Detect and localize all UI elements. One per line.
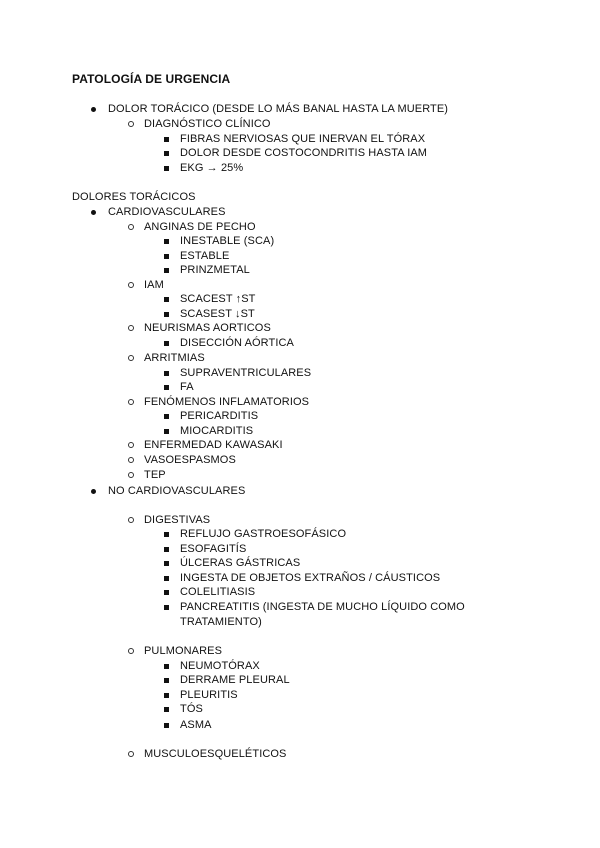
bullet-square	[161, 688, 171, 702]
bullet-circle	[126, 747, 136, 761]
list-item: FENÓMENOS INFLAMATORIOS	[144, 396, 310, 408]
list-item: ANGINAS DE PECHO	[144, 221, 256, 233]
bullet-disc	[88, 205, 98, 219]
list-item: PANCREATITIS (INGESTA DE MUCHO LÍQUIDO COMO	[180, 601, 465, 613]
page-title: PATOLOGÍA DE URGENCIA	[72, 72, 231, 86]
bullet-circle	[126, 117, 136, 131]
list-item: PLEURITIS	[180, 689, 238, 701]
list-item: FIBRAS NERVIOSAS QUE INERVAN EL TÓRAX	[180, 133, 426, 145]
list-item: ESTABLE	[180, 250, 230, 262]
bullet-square	[161, 307, 171, 321]
bullet-square	[161, 249, 171, 263]
list-item: IAM	[144, 279, 164, 291]
list-item: NO CARDIOVASCULARES	[108, 485, 246, 497]
bullet-square	[161, 527, 171, 541]
list-item: DIGESTIVAS	[144, 514, 211, 526]
bullet-square	[161, 702, 171, 716]
list-item: ASMA	[180, 719, 212, 731]
bullet-circle	[126, 438, 136, 452]
bullet-circle	[126, 220, 136, 234]
bullet-square	[161, 542, 171, 556]
list-item: SCACEST ↑ST	[180, 293, 256, 305]
list-item: ENFERMEDAD KAWASAKI	[144, 439, 283, 451]
list-item: DIAGNÓSTICO CLÍNICO	[144, 118, 271, 130]
list-item-continuation: TRATAMIENTO)	[180, 616, 262, 628]
bullet-square	[161, 263, 171, 277]
list-item: PULMONARES	[144, 645, 223, 657]
list-item: CARDIOVASCULARES	[108, 206, 226, 218]
list-item: FA	[180, 381, 194, 393]
bullet-disc	[88, 484, 98, 498]
bullet-circle	[126, 513, 136, 527]
list-item: INGESTA DE OBJETOS EXTRAÑOS / CÁUSTICOS	[180, 572, 441, 584]
list-item: DISECCIÓN AÓRTICA	[180, 337, 294, 349]
list-item: MUSCULOESQUELÉTICOS	[144, 748, 287, 760]
bullet-circle	[126, 453, 136, 467]
bullet-square	[161, 146, 171, 160]
bullet-square	[161, 234, 171, 248]
list-item: ÚLCERAS GÁSTRICAS	[180, 557, 301, 569]
bullet-circle	[126, 321, 136, 335]
list-item: ARRITMIAS	[144, 352, 205, 364]
bullet-circle	[126, 351, 136, 365]
bullet-square	[161, 673, 171, 687]
bullet-square	[161, 132, 171, 146]
bullet-square	[161, 556, 171, 570]
list-item: DERRAME PLEURAL	[180, 674, 290, 686]
list-item: MIOCARDITIS	[180, 425, 254, 437]
bullet-square	[161, 292, 171, 306]
list-item: SCASEST ↓ST	[180, 308, 255, 320]
list-item: ESOFAGITÍS	[180, 543, 247, 555]
list-item: NEUMOTÓRAX	[180, 660, 260, 672]
bullet-circle	[126, 644, 136, 658]
list-item: DOLOR DESDE COSTOCONDRITIS HASTA IAM	[180, 147, 428, 159]
list-item: VASOESPASMOS	[144, 454, 236, 466]
bullet-square	[161, 659, 171, 673]
list-item: NEURISMAS AORTICOS	[144, 322, 271, 334]
list-item: COLELITIASIS	[180, 586, 256, 598]
section-heading: DOLORES TORÁCICOS	[72, 191, 196, 203]
bullet-circle	[126, 468, 136, 482]
bullet-square	[161, 366, 171, 380]
bullet-square	[161, 380, 171, 394]
bullet-square	[161, 600, 171, 614]
bullet-square	[161, 585, 171, 599]
bullet-square	[161, 424, 171, 438]
bullet-square	[161, 718, 171, 732]
list-item: PRINZMETAL	[180, 264, 250, 276]
bullet-disc	[88, 102, 98, 116]
bullet-square	[161, 161, 171, 175]
bullet-square	[161, 571, 171, 585]
list-item: TÓS	[180, 703, 203, 715]
bullet-circle	[126, 395, 136, 409]
list-item: PERICARDITIS	[180, 410, 259, 422]
bullet-square	[161, 336, 171, 350]
bullet-circle	[126, 278, 136, 292]
list-item: INESTABLE (SCA)	[180, 235, 275, 247]
list-item: SUPRAVENTRICULARES	[180, 367, 312, 379]
list-item: TEP	[144, 469, 166, 481]
list-item: DOLOR TORÁCICO (DESDE LO MÁS BANAL HASTA LA MUERTE)	[108, 103, 449, 115]
bullet-square	[161, 409, 171, 423]
list-item: REFLUJO GASTROESOFÁSICO	[180, 528, 347, 540]
list-item: EKG → 25%	[180, 162, 244, 174]
